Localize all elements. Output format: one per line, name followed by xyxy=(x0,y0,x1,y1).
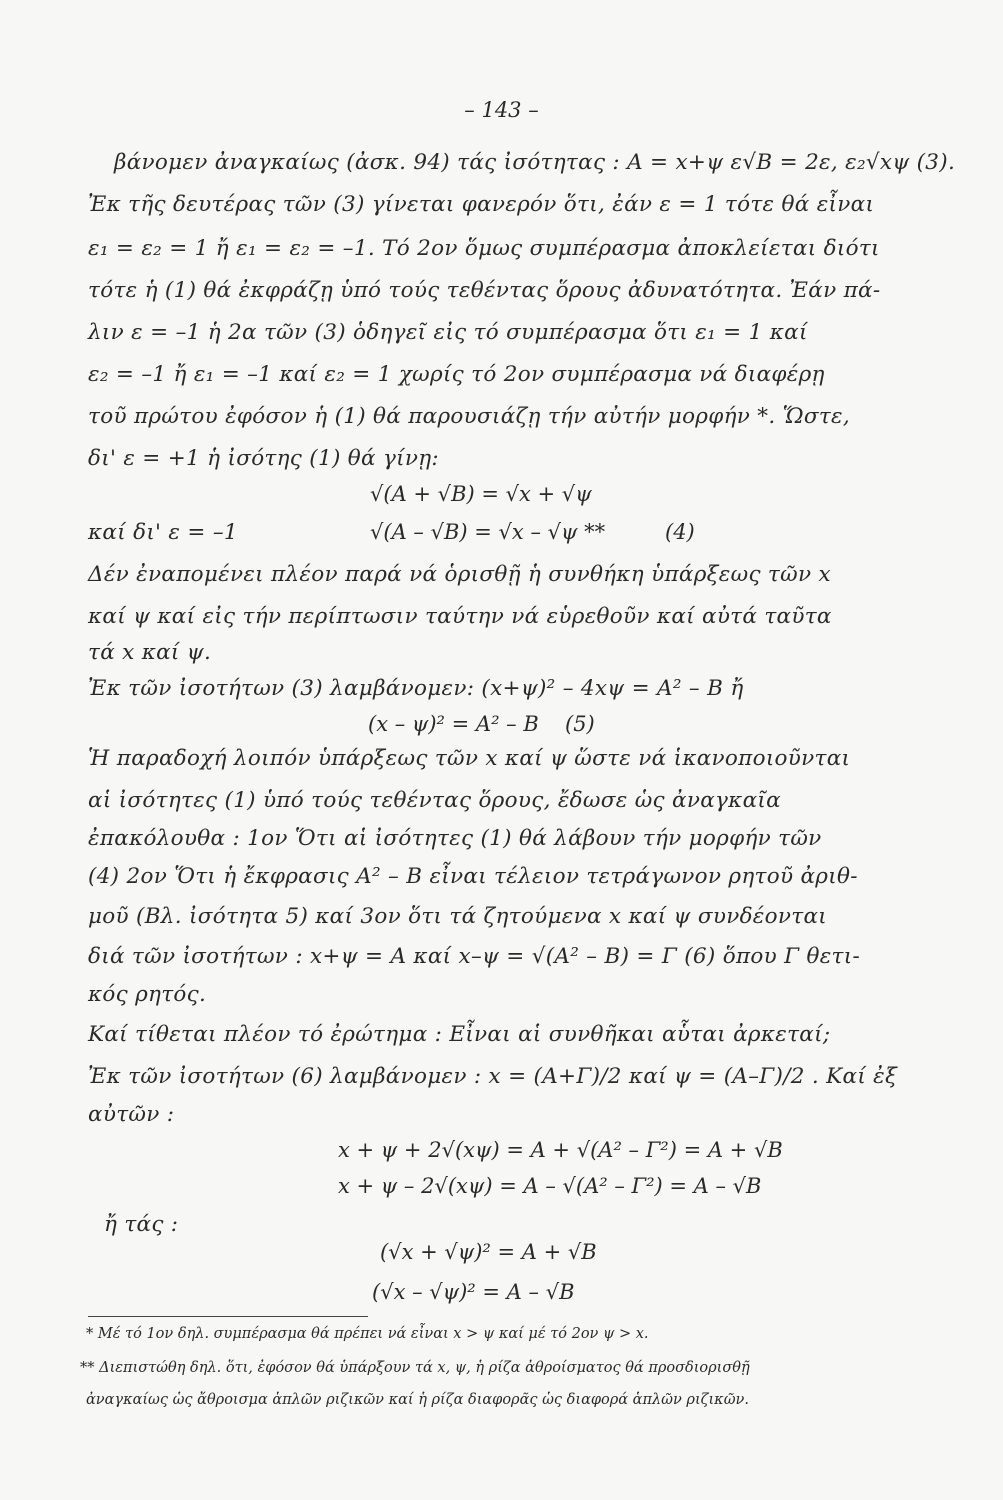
equation-prefix: καί δι' ε = –1 xyxy=(88,520,238,545)
text-line: καί ψ καί εἰς τήν περίπτωσιν ταύτην νά εὑρεθοῦν καί αὐτά ταῦτα xyxy=(88,604,832,629)
text-line: Ἡ παραδοχή λοιπόν ὑπάρξεως τῶν x καί ψ ὥστε νά ἱκανοποιοῦνται xyxy=(88,746,851,771)
text-line: διά τῶν ἰσοτήτων : x+ψ = A καί x–ψ = √(A² – B) = Γ (6) ὅπου Γ θετι- xyxy=(88,944,861,969)
text-line: ἐπακόλουθα : 1ον Ὅτι αἱ ἰσότητες (1) θά λάβουν τήν μορφήν τῶν xyxy=(88,826,822,851)
equation-5: (x – ψ)² = A² – B xyxy=(368,712,539,736)
equation-label: (4) xyxy=(665,520,695,544)
equation-6a: x + ψ + 2√(xψ) = A + √(A² – Γ²) = A + √B xyxy=(338,1138,783,1162)
text-line: Ἐκ τῶν ἰσοτήτων (3) λαμβάνομεν: (x+ψ)² – 4xψ = A² – B ἤ xyxy=(88,676,744,701)
text-line: Καί τίθεται πλέον τό ἐρώτημα : Εἶναι αἱ συνθῆκαι αὗται ἀρκεταί; xyxy=(88,1022,831,1047)
text-line: ἤ τάς : xyxy=(104,1212,179,1237)
equation-7a: (√x + √ψ)² = A + √B xyxy=(380,1240,597,1264)
text-line: τοῦ πρώτου ἐφόσον ἡ (1) θά παρουσιάζῃ τήν αὐτήν μορφήν *. Ὥστε, xyxy=(88,404,851,429)
text-line: δι' ε = +1 ἡ ἰσότης (1) θά γίνῃ: xyxy=(88,446,439,471)
text-line: (4) 2ον Ὅτι ἡ ἔκφρασις A² – B εἶναι τέλειον τετράγωνον ρητοῦ ἀριθ- xyxy=(88,864,858,889)
text-line: λιν ε = –1 ἡ 2α τῶν (3) ὁδηγεῖ εἰς τό συμπέρασμα ὅτι ε₁ = 1 καί xyxy=(88,320,808,345)
text-line: ε₁ = ε₂ = 1 ἤ ε₁ = ε₂ = –1. Τό 2ον ὅμως συμπέρασμα ἀποκλείεται διότι xyxy=(88,236,880,261)
text-line: Δέν ἐναπομένει πλέον παρά νά ὁρισθῇ ἡ συνθήκη ὑπάρξεως τῶν x xyxy=(88,562,831,587)
text-line: βάνομεν ἀναγκαίως (ἀσκ. 94) τάς ἰσότητας : A = x+ψ ε√B = 2ε, ε₂√xψ (3). xyxy=(114,150,956,175)
text-line: Ἐκ τῶν ἰσοτήτων (6) λαμβάνομεν : x = (A+Γ)/2 καί ψ = (A–Γ)/2 . Καί ἐξ xyxy=(88,1064,898,1089)
text-line: Ἐκ τῆς δευτέρας τῶν (3) γίνεται φανερόν ὅτι, ἐάν ε = 1 τότε θά εἶναι xyxy=(88,192,875,217)
footnote-divider xyxy=(88,1316,368,1317)
text-line: ε₂ = –1 ἤ ε₁ = –1 καί ε₂ = 1 χωρίς τό 2ον συμπέρασμα νά διαφέρῃ xyxy=(88,362,825,387)
equation-6b: x + ψ – 2√(xψ) = A – √(A² – Γ²) = A – √B xyxy=(338,1174,762,1198)
text-line: κός ρητός. xyxy=(88,982,207,1007)
footnote: ** Διεπιστώθη δηλ. ὅτι, ἐφόσον θά ὑπάρξουν τά x, ψ, ἡ ρίζα ἀθροίσματος θά προσδιορισθῇ xyxy=(80,1360,750,1376)
text-line: τά x καί ψ. xyxy=(88,640,212,665)
equation-sqrt-sum: √(A + √B) = √x + √ψ xyxy=(370,482,592,506)
text-line: αἱ ἰσότητες (1) ὑπό τούς τεθέντας ὅρους, ἔδωσε ὡς ἀναγκαῖα xyxy=(88,788,781,813)
text-line: μοῦ (Βλ. ἰσότητα 5) καί 3ον ὅτι τά ζητούμενα x καί ψ συνδέονται xyxy=(88,904,828,929)
footnote: * Μέ τό 1ον δηλ. συμπέρασμα θά πρέπει νά εἶναι x > ψ καί μέ τό 2ον ψ > x. xyxy=(86,1326,649,1342)
text-line: αὐτῶν : xyxy=(88,1102,175,1127)
equation-7b: (√x – √ψ)² = A – √B xyxy=(372,1280,575,1304)
footnote: ἀναγκαίως ὡς ἄθροισμα ἁπλῶν ριζικῶν καί ἡ ρίζα διαφορᾶς ὡς διαφορά ἁπλῶν ριζικῶν. xyxy=(86,1392,749,1408)
text-line: τότε ἡ (1) θά ἐκφράζῃ ὑπό τούς τεθέντας ὅρους ἀδυνατότητα. Ἐάν πά- xyxy=(88,278,881,303)
page-number: – 143 – xyxy=(464,98,539,122)
equation-sqrt-diff: √(A – √B) = √x – √ψ ** xyxy=(370,520,606,544)
equation-label: (5) xyxy=(565,712,595,736)
